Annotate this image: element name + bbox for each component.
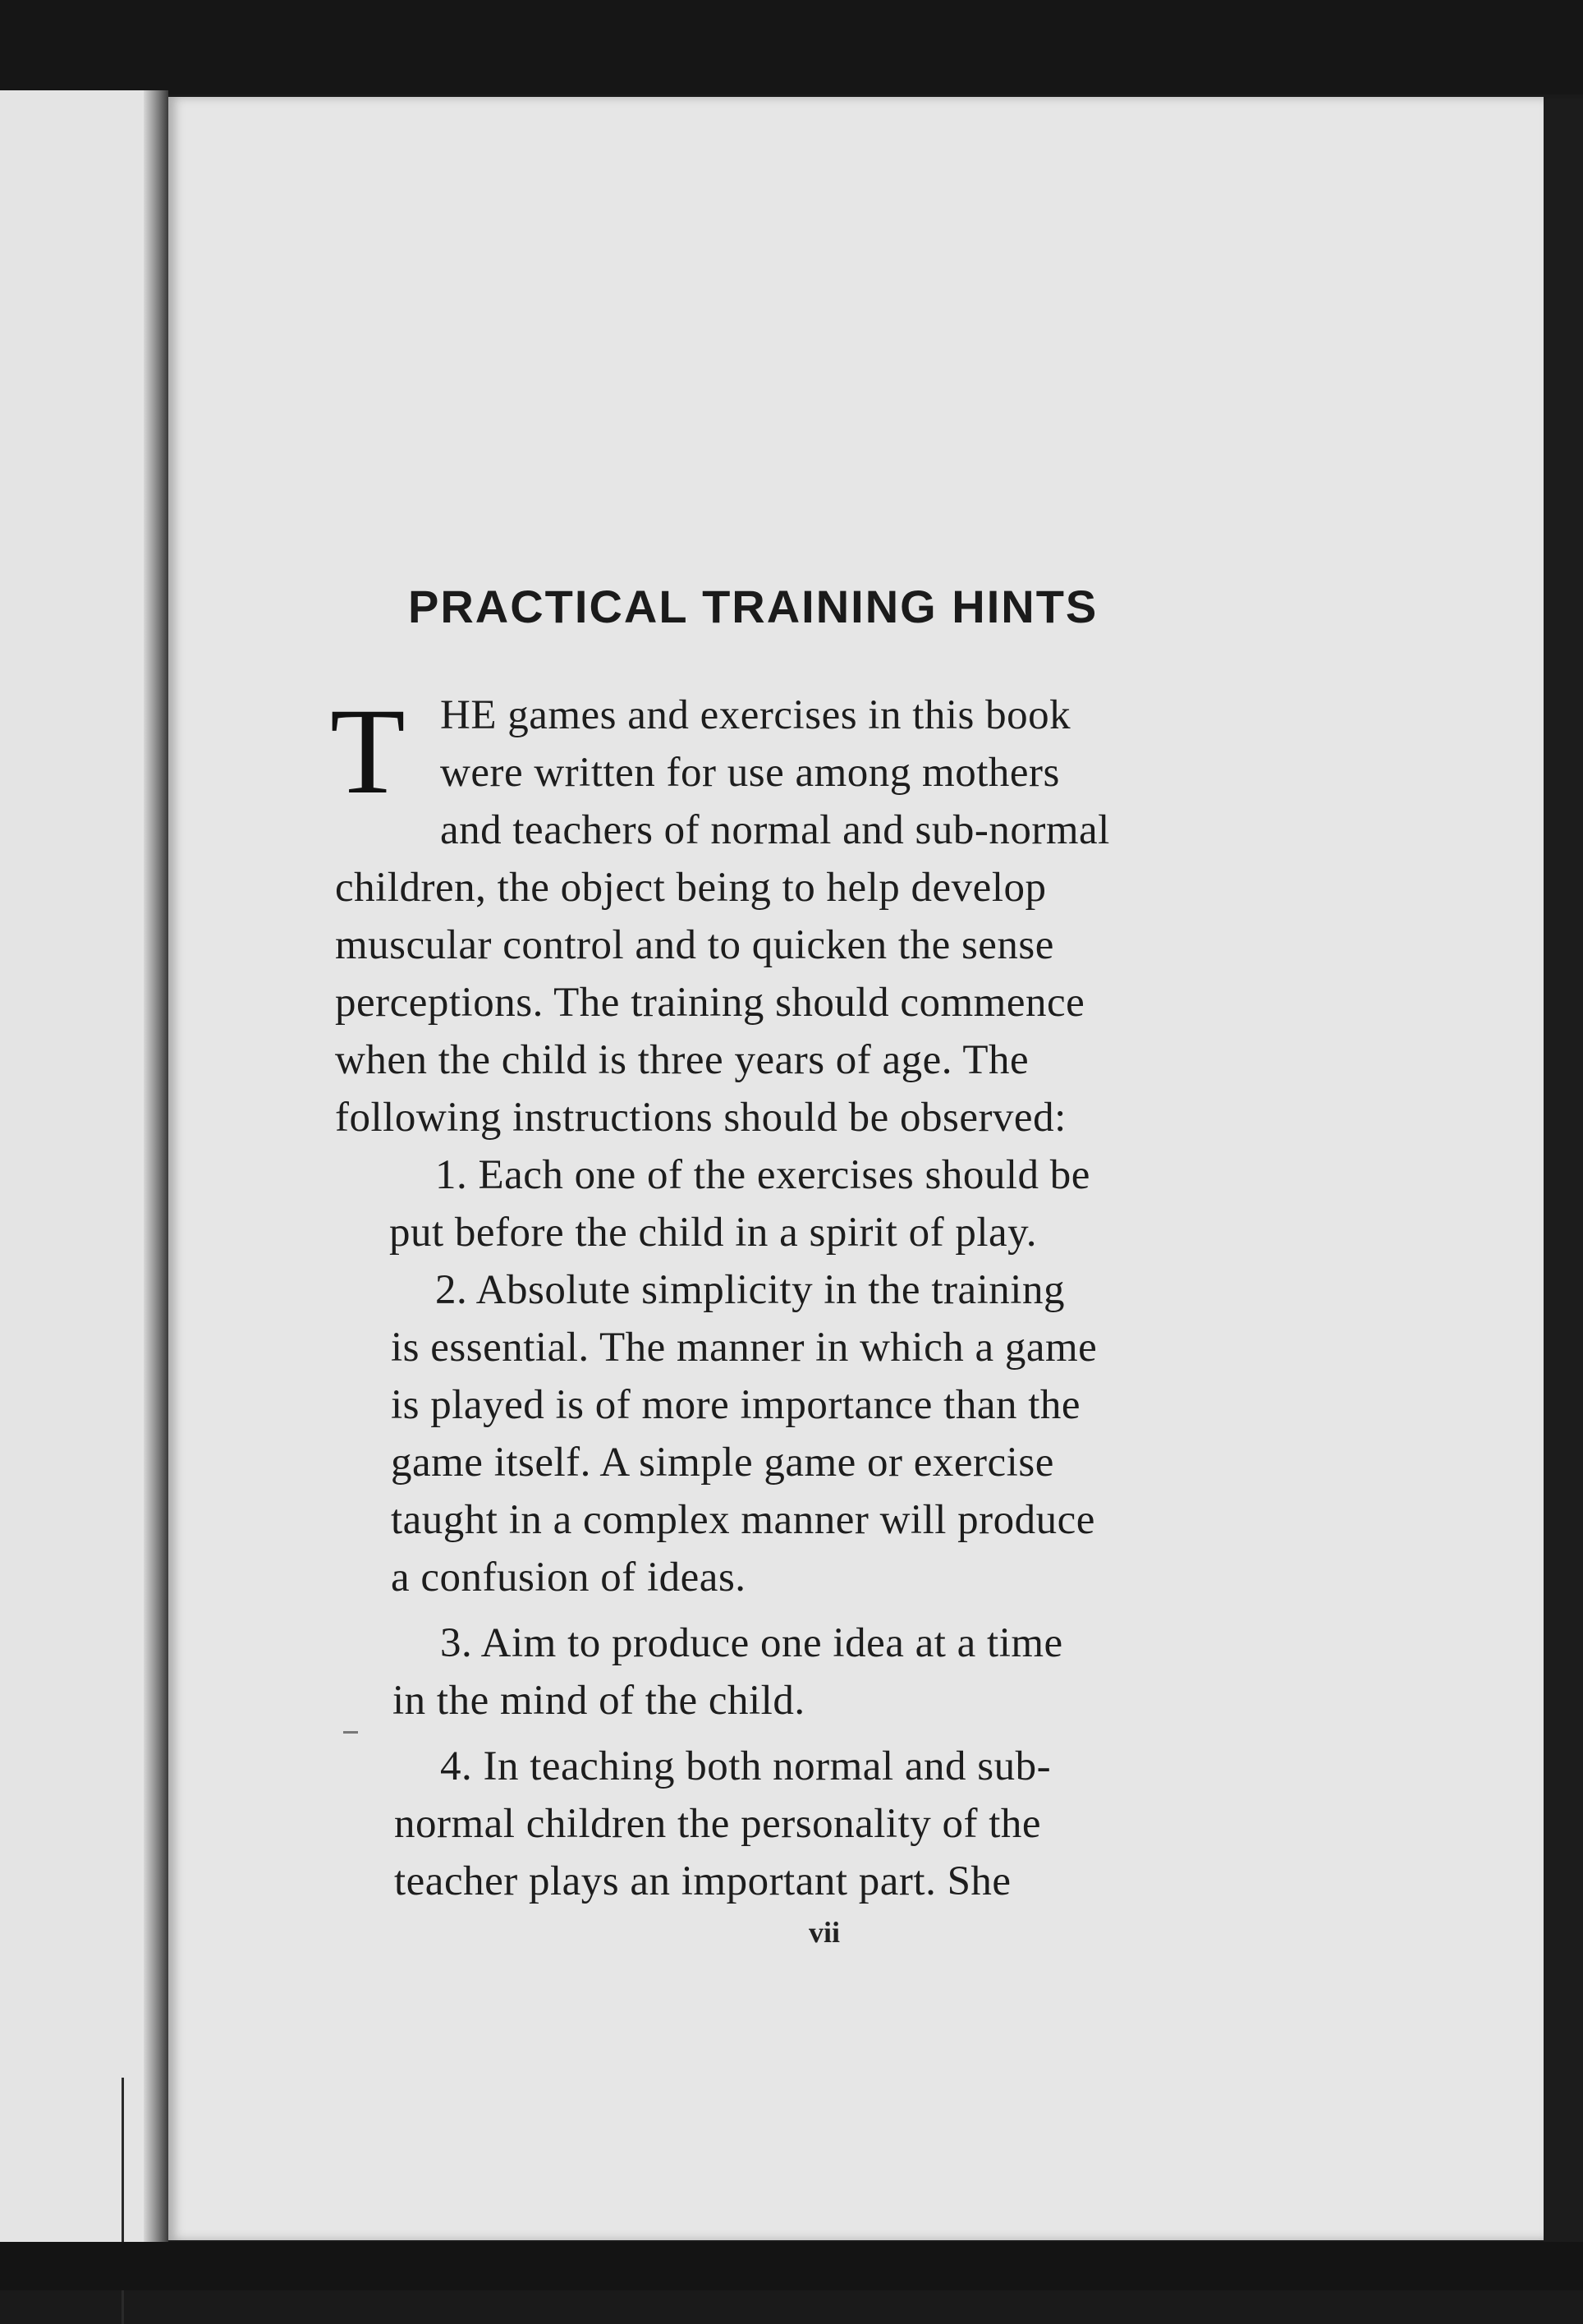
drop-cap: T <box>330 683 406 820</box>
scan-bottom-border <box>0 2242 1583 2290</box>
text-line: teacher plays an important part. She <box>394 1858 1012 1904</box>
scan-speck <box>343 1731 358 1734</box>
text-line: 3. Aim to produce one idea at a time <box>440 1620 1063 1666</box>
page-gutter-shadow <box>144 90 168 2242</box>
text-line: a confusion of ideas. <box>391 1555 746 1601</box>
left-page-edge <box>0 90 168 2242</box>
text-line: following instructions should be observed: <box>335 1095 1067 1141</box>
text-line: HE games and exercises in this book <box>440 692 1071 738</box>
text-line: perceptions. The training should commence <box>335 980 1085 1026</box>
text-line: 2. Absolute simplicity in the training <box>435 1267 1065 1313</box>
text-line: muscular control and to quicken the sense <box>335 922 1054 968</box>
text-line: children, the object being to help develop <box>335 865 1047 911</box>
text-line: normal children the personality of the <box>394 1801 1042 1847</box>
scan-right-border <box>1544 99 1583 2242</box>
text-line: when the child is three years of age. The <box>335 1037 1030 1083</box>
text-line: game itself. A simple game or exercise <box>391 1440 1054 1486</box>
text-line: 4. In teaching both normal and sub- <box>440 1743 1052 1789</box>
text-line: and teachers of normal and sub-normal <box>440 807 1110 853</box>
text-line: were written for use among mothers <box>440 750 1060 796</box>
page-title: PRACTICAL TRAINING HINTS <box>408 581 1099 632</box>
text-line: 1. Each one of the exercises should be <box>435 1152 1090 1198</box>
text-line: taught in a complex manner will produce <box>391 1497 1095 1543</box>
scan-top-border <box>0 0 1583 94</box>
page-number: vii <box>809 1916 841 1949</box>
text-line: is essential. The manner in which a game <box>391 1325 1098 1371</box>
text-line: put before the child in a spirit of play. <box>389 1210 1038 1256</box>
text-line: in the mind of the child. <box>392 1678 805 1724</box>
text-line: is played is of more importance than the <box>391 1382 1081 1428</box>
